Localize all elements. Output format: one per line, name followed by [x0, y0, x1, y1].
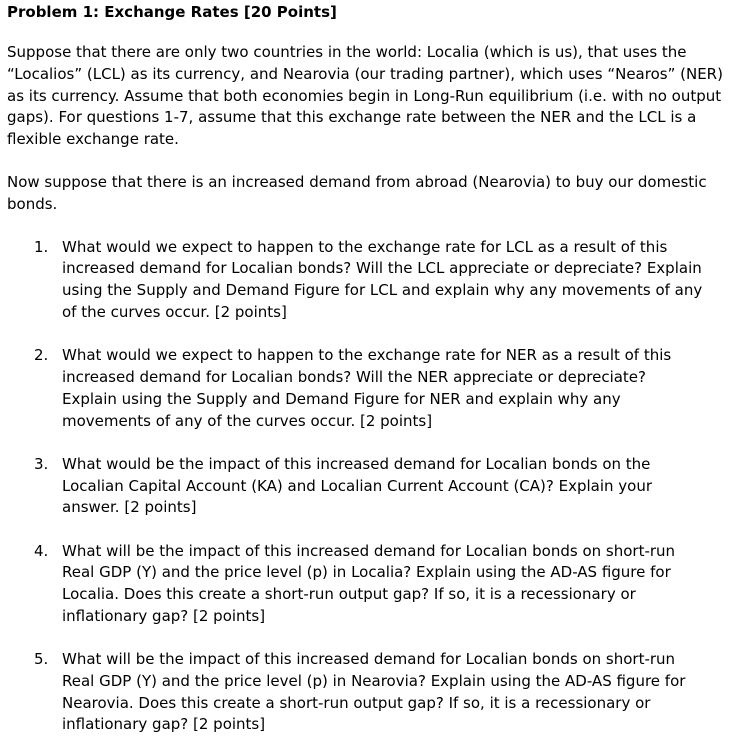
scenario-paragraph: Now suppose that there is an increased demand from abroad (Nearovia) to buy our domestic bonds. [7, 172, 707, 213]
problem-title: Problem 1: Exchange Rates [20 Points] [7, 3, 337, 21]
question-text: What would be the impact of this increased demand for Localian bonds on the Localian Capital Account (KA) and Localian Current Account (CA)? Explain your answer. [2 points] [62, 454, 653, 517]
question-item [7, 541, 739, 628]
question-number: 1. [34, 237, 49, 256]
intro-paragraph: Suppose that there are only two countries in the world: Localia (which is us), that uses the “Localios” (LCL) as its currency, and Nearovia (our trading partner), which uses “Nearos” (NER) as its currency. Assume that both economies begin in Long-Run equilibrium (i.e. with no output gaps). For questions 1-7, assume that this exchange rate between the NER and the LCL is a flexible exchange rate. [7, 43, 723, 149]
question-number: 4. [34, 541, 49, 560]
question-text: What would we expect to happen to the exchange rate for LCL as a result of this increased demand for Localian bonds? Will the LCL appreciate or depreciate? Explain using the Supply and Demand Figure for LCL and explain why any movements of any of the curves occur. [2 points] [62, 237, 703, 321]
question-item [7, 345, 739, 432]
question-item [7, 649, 739, 736]
question-text: What will be the impact of this increased demand for Localian bonds on short-run Real GDP (Y) and the price level (p) in Localia? Explain using the AD-AS figure for Localia. Does this create a short-run output gap? If so, it is a recessionary or inflationary gap? [2 points] [62, 541, 676, 625]
question-text: What will be the impact of this increased demand for Localian bonds on short-run Real GDP (Y) and the price level (p) in Nearovia? Explain using the AD-AS figure for Nearovia. Does this create a short-run output gap? If so, it is a recessionary or inflationary gap? [2 points] [62, 650, 686, 734]
question-number: 5. [34, 650, 49, 669]
question-item [7, 237, 739, 324]
question-number: 2. [34, 346, 49, 365]
question-item [7, 454, 739, 519]
question-list [7, 237, 739, 736]
question-number: 3. [34, 454, 49, 473]
question-text: What would we expect to happen to the exchange rate for NER as a result of this increased demand for Localian bonds? Will the NER appreciate or depreciate? Explain using the Supply and Demand Figure for NER and explain why any movements of any of the curves occur. [2 points] [62, 346, 672, 430]
